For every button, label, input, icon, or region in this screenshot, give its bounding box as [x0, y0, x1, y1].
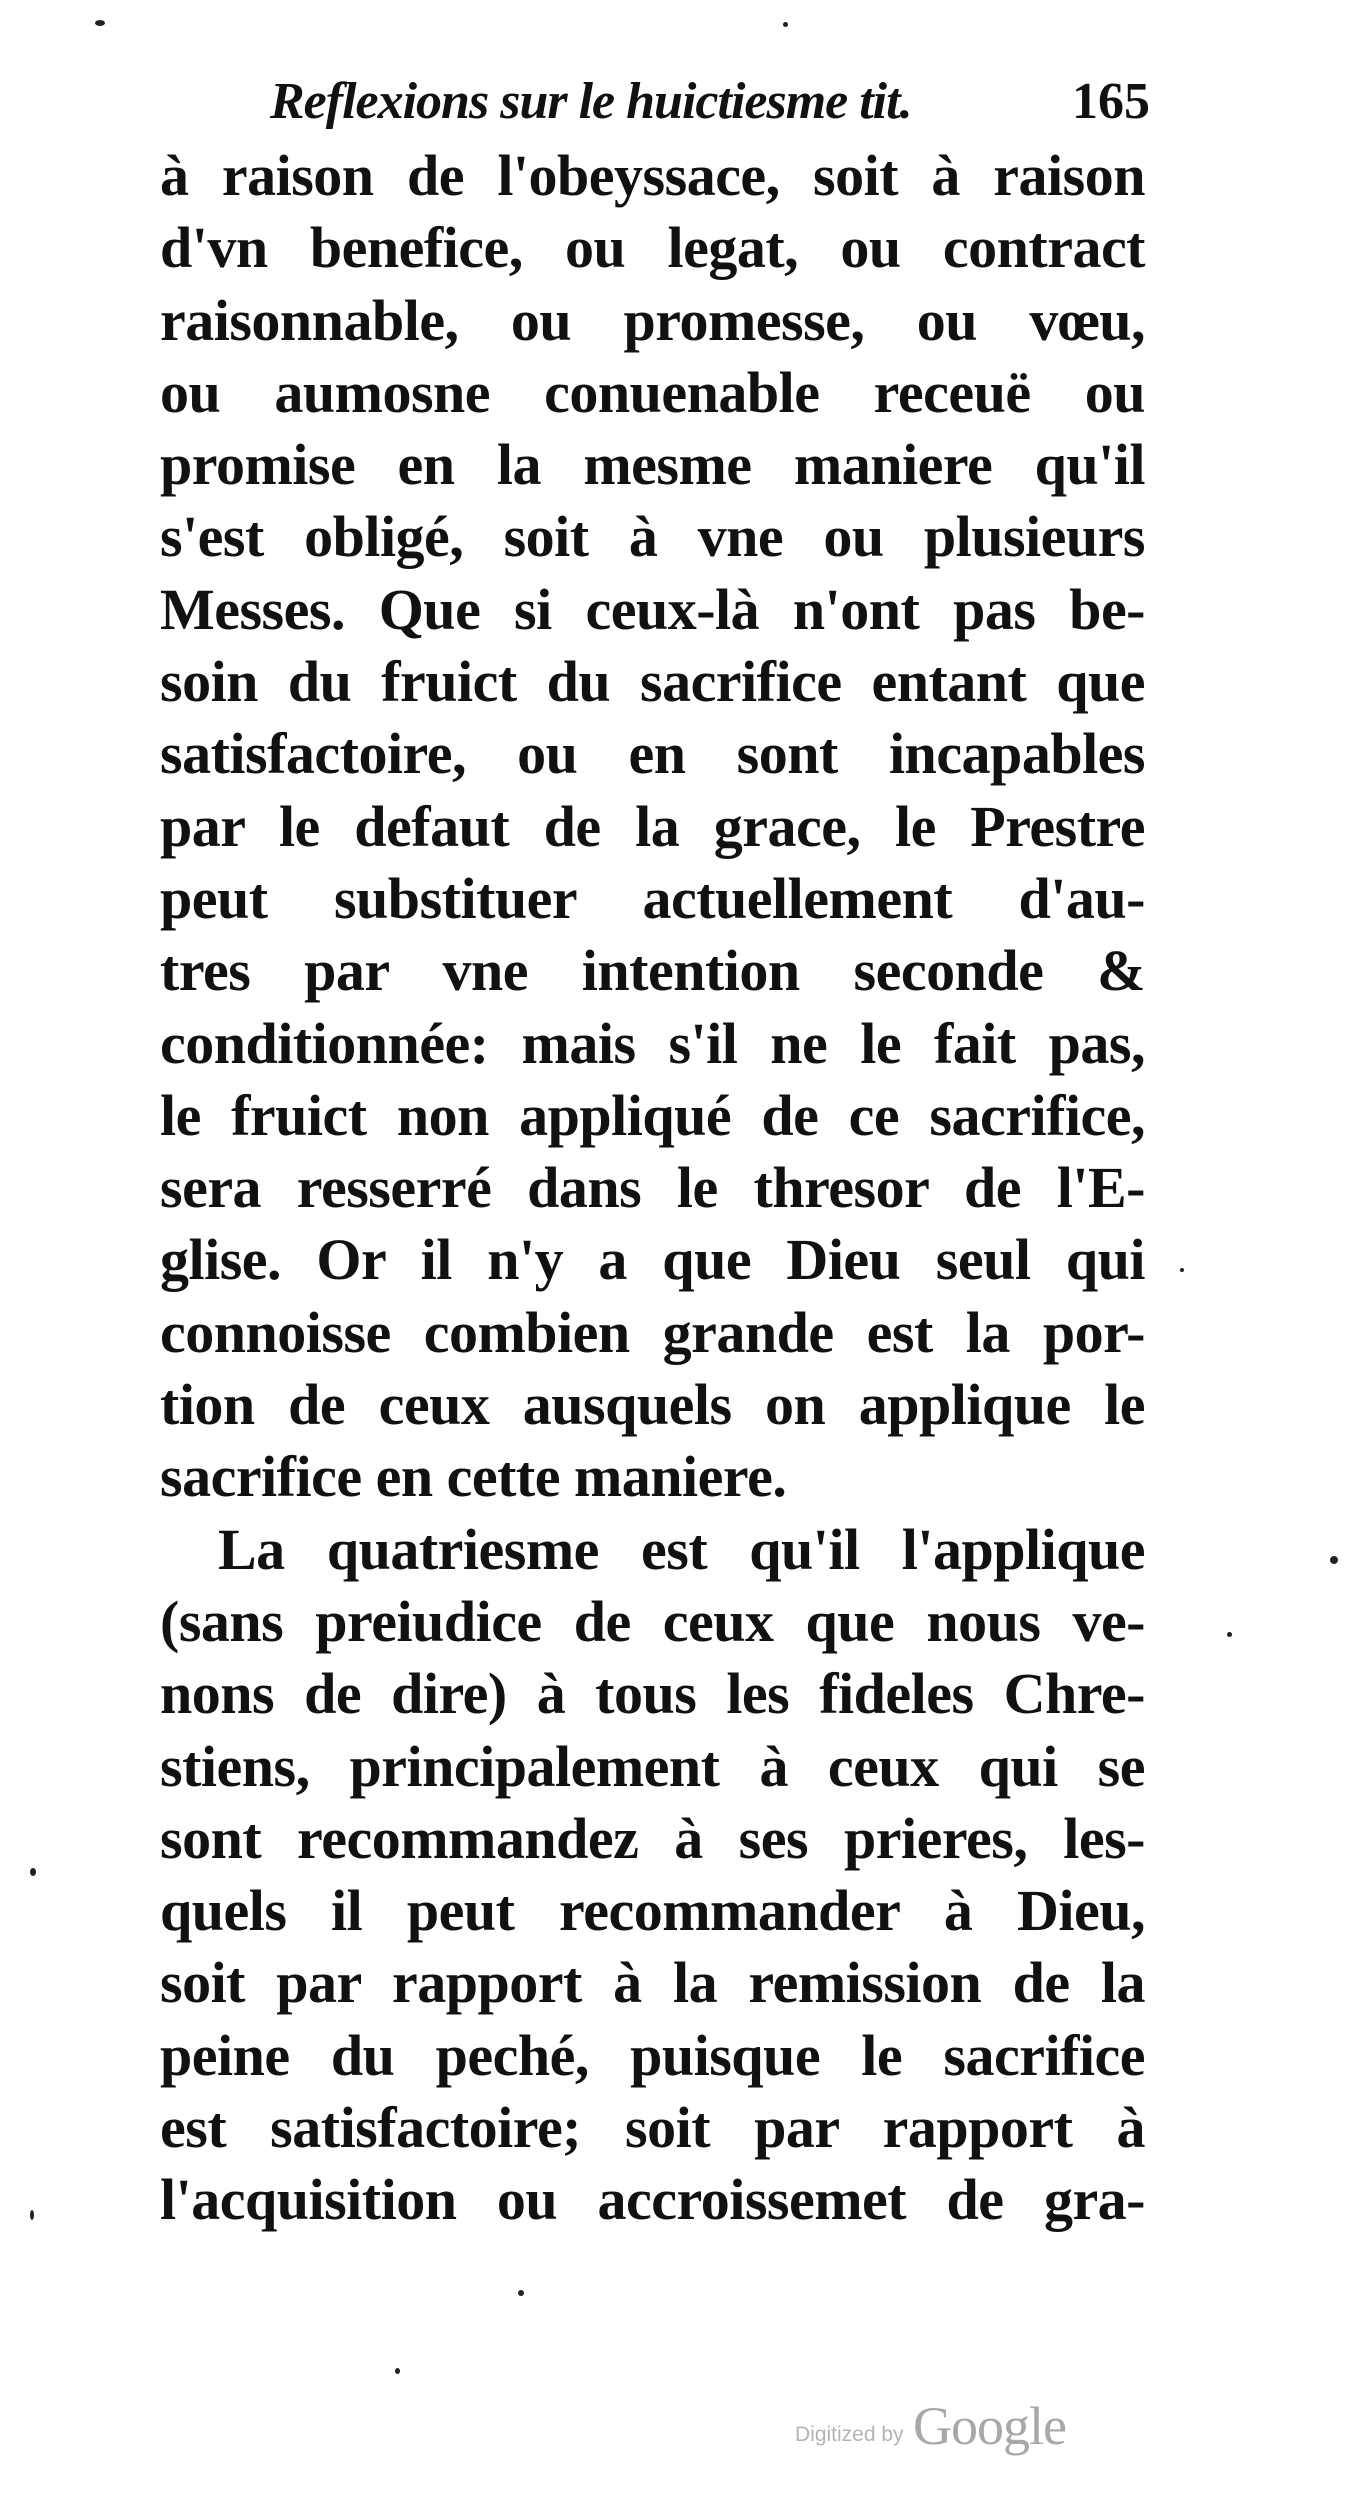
text-line: (sans preiudice de ceux que nous ve- — [160, 1588, 1145, 1654]
text-line: satisfactoire, ou en sont incapables — [160, 721, 1145, 787]
text-line: promise en la mesme maniere qu'il — [160, 432, 1145, 498]
running-head-title: Reflexions sur le huictiesme tit. — [270, 73, 912, 130]
text-line: peine du peché, puisque le sacrifice — [160, 2022, 1145, 2088]
text-line: conditionnée: mais s'il ne le fait pas, — [160, 1010, 1145, 1076]
text-line: le fruict non appliqué de ce sacrifice, — [160, 1082, 1145, 1148]
google-wordmark: Google — [913, 2396, 1066, 2456]
scan-speck — [30, 2210, 34, 2220]
text-line: tion de ceux ausquels on applique le — [160, 1372, 1145, 1438]
running-head — [270, 62, 1150, 142]
text-line: par le defaut de la grace, le Prestre — [160, 793, 1145, 859]
text-line: à raison de l'obeyssace, soit à raison — [160, 143, 1145, 208]
text-line: sont recommandez à ses prieres, les- — [160, 1805, 1145, 1871]
scan-speck — [95, 20, 105, 26]
scan-speck — [783, 22, 788, 27]
text-line: soit par rapport à la remission de la — [160, 1950, 1145, 2016]
text-line: raisonnable, ou promesse, ou vœu, — [160, 287, 1145, 353]
text-line: sacrifice en cette maniere. — [160, 1444, 787, 1510]
scan-speck — [518, 2290, 524, 2296]
scan-speck — [1180, 1268, 1184, 1272]
scan-speck — [395, 2368, 400, 2374]
text-line: connoisse combien grande est la por- — [160, 1299, 1145, 1365]
text-line: est satisfactoire; soit par rapport à — [160, 2095, 1145, 2161]
text-line: peut substituer actuellement d'au- — [160, 865, 1145, 931]
text-line: d'vn benefice, ou legat, ou contract — [160, 215, 1145, 281]
text-line: stiens, principalement à ceux qui se — [160, 1733, 1145, 1799]
text-line: tres par vne intention seconde & — [160, 938, 1145, 1004]
credit-prefix: Digitized by — [795, 2423, 904, 2446]
scan-speck — [1227, 1632, 1232, 1637]
text-line: quels il peut recommander à Dieu, — [160, 1878, 1145, 1944]
scan-speck — [30, 1868, 36, 1876]
paragraph-first-line: La quatriesme est qu'il l'applique — [218, 1516, 1145, 1582]
text-line: ou aumosne conuenable receuë ou — [160, 359, 1145, 425]
text-line: nons de dire) à tous les fideles Chre- — [160, 1661, 1145, 1727]
digitized-by-google-credit — [795, 2395, 1095, 2455]
scan-speck — [1330, 1556, 1338, 1564]
text-line: l'acquisition ou accroissemet de gra- — [160, 2167, 1145, 2233]
text-line: soin du fruict du sacrifice entant que — [160, 649, 1145, 715]
body-text — [160, 140, 1145, 2237]
text-line: Messes. Que si ceux-là n'ont pas be- — [160, 576, 1145, 642]
text-line: glise. Or il n'y a que Dieu seul qui — [160, 1227, 1145, 1293]
page-number: 165 — [1072, 73, 1150, 130]
text-line: sera resserré dans le thresor de l'E- — [160, 1155, 1145, 1221]
text-line: s'est obligé, soit à vne ou plusieurs — [160, 504, 1145, 570]
